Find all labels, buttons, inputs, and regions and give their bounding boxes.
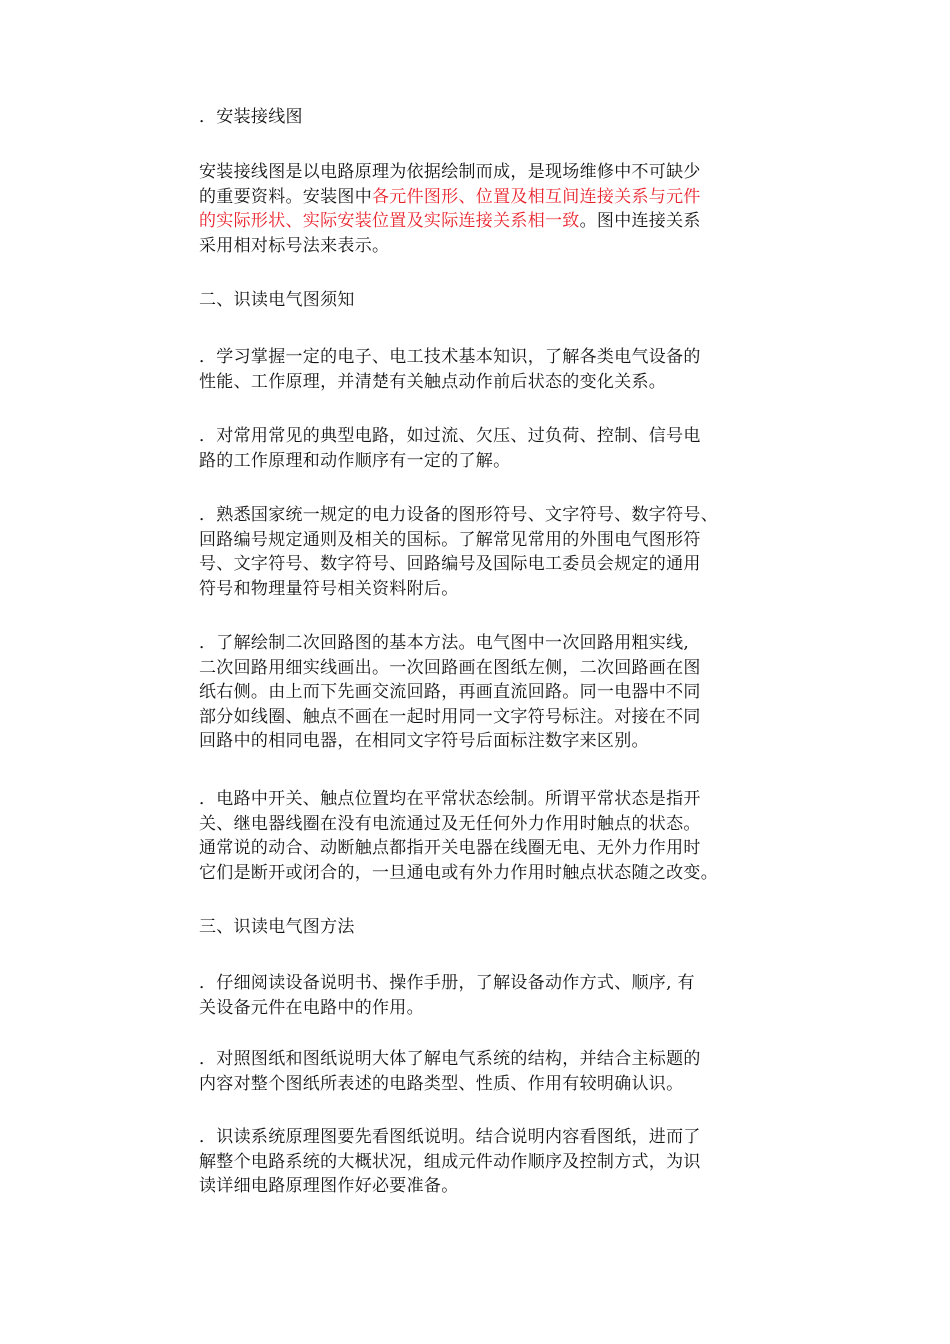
paragraph-line: 读详细电路原理图作好必要准备。 (199, 1176, 459, 1196)
paragraph-line: 内容对整个图纸所表述的电路类型、性质、作用有较明确认识。 (199, 1073, 684, 1094)
highlighted-text: 各元件图形、位置及相互间连接关系与元件 (372, 186, 701, 207)
knowledge-paragraph-1 (199, 345, 769, 394)
paragraph-line: ．熟悉国家统一规定的电力设备的图形符号、文字符号、数字符号、 (199, 505, 718, 525)
heading-text: 三、识读电气图方法 (199, 917, 355, 937)
paragraph-line: 它们是断开或闭合的，一旦通电或有外力作用时触点状态随之改变。 (199, 862, 718, 883)
section-heading-3 (199, 915, 769, 940)
paragraph-line: 关设备元件在电路中的作用。 (199, 997, 424, 1018)
knowledge-paragraph-3 (199, 503, 769, 601)
paragraph-line: 符号和物理量符号相关资料附后。 (199, 578, 459, 599)
install-diagram-paragraph (199, 160, 769, 258)
paragraph-line: ．对照图纸和图纸说明大体了解电气系统的结构，并结合主标题的 (199, 1049, 701, 1069)
paragraph-line: ．了解绘制二次回路图的基本方法。电气图中一次回路用粗实线, (199, 633, 690, 653)
paragraph-line: 二次回路用细实线画出。一次回路画在图纸左侧，二次回路画在图 (199, 657, 701, 678)
method-paragraph-2 (199, 1047, 769, 1096)
paragraph-line: ．仔细阅读设备说明书、操作手册，了解设备动作方式、顺序, 有 (199, 973, 695, 993)
paragraph-line: 通常说的动合、动断触点都指开关电器在线圈无电、无外力作用时 (199, 838, 701, 858)
paragraph-line: ．电路中开关、触点位置均在平常状态绘制。所谓平常状态是指开 (199, 789, 701, 809)
paragraph-line: ．学习掌握一定的电子、电工技术基本知识，了解各类电气设备的 (199, 347, 701, 367)
heading-text: ．安装接线图 (199, 107, 303, 127)
knowledge-paragraph-2 (199, 424, 769, 473)
paragraph-line: 回路编号规定通则及相关的国标。了解常见常用的外围电气图形符 (199, 529, 701, 550)
paragraph-line (199, 209, 769, 234)
paragraph-line: 解整个电路系统的大概状况，组成元件动作顺序及控制方式，为识 (199, 1151, 701, 1172)
method-paragraph-3 (199, 1125, 769, 1199)
paragraph-line: 性能、工作原理，并清楚有关触点动作前后状态的变化关系。 (199, 371, 667, 392)
heading-text: 二、识读电气图须知 (199, 290, 355, 310)
knowledge-paragraph-5 (199, 787, 769, 885)
highlighted-text: 的实际形状、实际安装位置及实际连接关系相一致 (199, 211, 580, 231)
paragraph-line: 安装接线图是以电路原理为依据绘制而成，是现场维修中不可缺少 (199, 162, 701, 182)
section-heading-2 (199, 288, 769, 313)
paragraph-line: 采用相对标号法来表示。 (199, 235, 390, 256)
paragraph-line: 回路中的相同电器，在相同文字符号后面标注数字来区别。 (199, 731, 649, 751)
paragraph-line: 部分如线圈、触点不画在一起时用同一文字符号标注。对接在不同 (199, 706, 701, 727)
knowledge-paragraph-4 (199, 631, 769, 754)
paragraph-line: 路的工作原理和动作顺序有一定的了解。 (199, 450, 511, 471)
paragraph-line: ．识读系统原理图要先看图纸说明。结合说明内容看图纸，进而了 (199, 1127, 701, 1147)
method-paragraph-1 (199, 971, 769, 1020)
paragraph-line: 号、文字符号、数字符号、回路编号及国际电工委员会规定的通用 (199, 554, 701, 574)
paragraph-line: 关、继电器线圈在没有电流通过及无任何外力作用时触点的状态。 (199, 813, 701, 834)
install-diagram-heading (199, 105, 769, 130)
paragraph-line: 纸右侧。由上而下先画交流回路，再画直流回路。同一电器中不同 (199, 682, 701, 702)
paragraph-text: 的重要资料。安装图中 (199, 186, 372, 207)
paragraph-line (199, 185, 769, 210)
paragraph-line: ．对常用常见的典型电路，如过流、欠压、过负荷、控制、信号电 (199, 426, 701, 446)
paragraph-text: 。图中连接关系 (579, 211, 701, 231)
